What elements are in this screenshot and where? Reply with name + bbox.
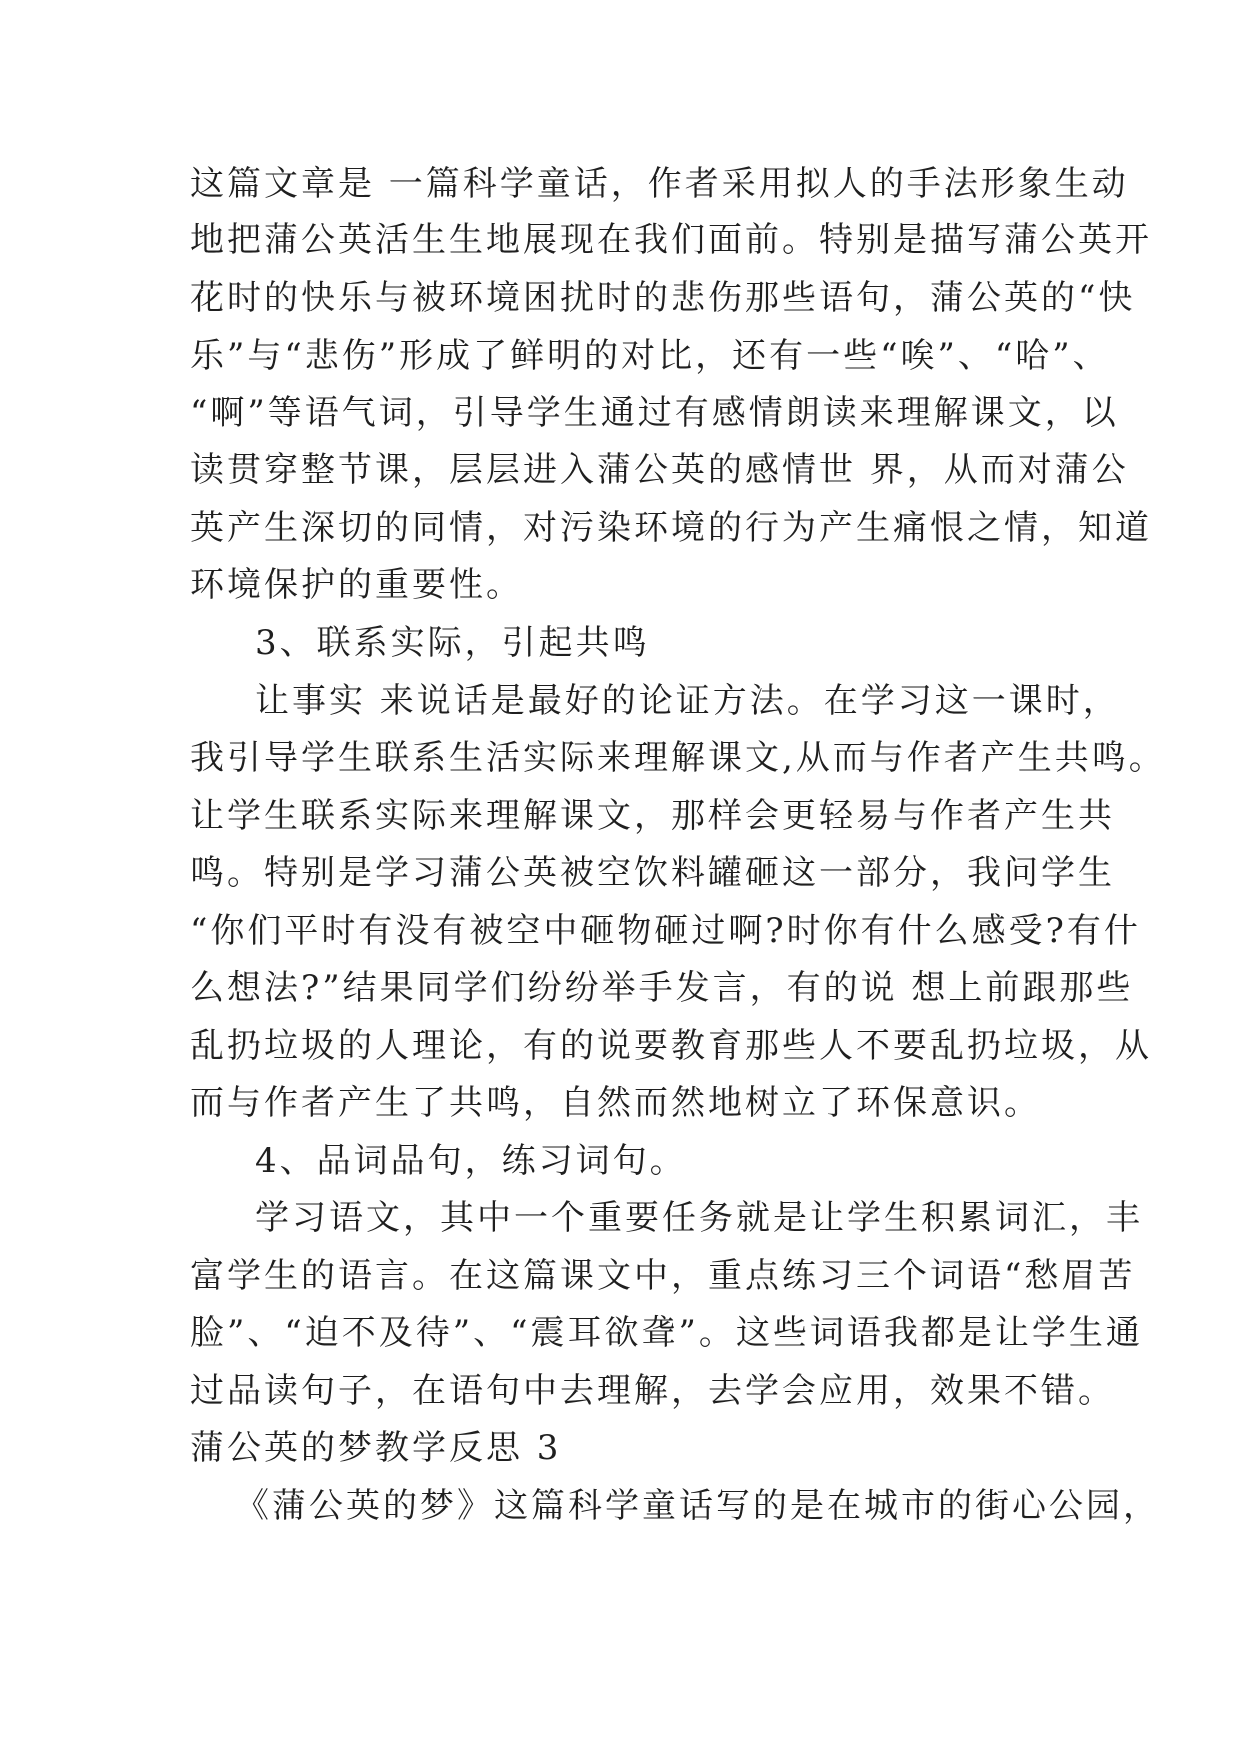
paragraph-line: 让学生联系实际来理解课文，那样会更轻易与作者产生共 bbox=[190, 796, 1115, 836]
paragraph-line: 乐”与“悲伤”形成了鲜明的对比，还有一些“唉”、“哈”、 bbox=[190, 336, 1110, 376]
paragraph-line: 而与作者产生了共鸣，自然而然地树立了环保意识。 bbox=[190, 1083, 1041, 1123]
paragraph-line: 读贯穿整节课，层层进入蒲公英的感情世 界，从而对蒲公 bbox=[190, 450, 1129, 490]
paragraph-line: 环境保护的重要性。 bbox=[190, 565, 523, 605]
article-title: 蒲公英的梦教学反思 3 bbox=[190, 1428, 562, 1468]
paragraph-line: 鸣。特别是学习蒲公英被空饮料罐砸这一部分，我问学生 bbox=[190, 853, 1115, 893]
paragraph-line: 英产生深切的同情，对污染环境的行为产生痛恨之情，知道 bbox=[190, 508, 1152, 548]
paragraph-line: 花时的快乐与被环境困扰时的悲伤那些语句，蒲公英的“快 bbox=[190, 278, 1136, 318]
paragraph-line: 地把蒲公英活生生地展现在我们面前。特别是描写蒲公英开 bbox=[190, 220, 1152, 260]
paragraph-line: 让事实 来说话是最好的论证方法。在学习这一课时， bbox=[255, 681, 1120, 721]
paragraph-line: 过品读句子，在语句中去理解，去学会应用，效果不错。 bbox=[190, 1371, 1115, 1411]
section-heading: 4、品词品句，练习词句。 bbox=[255, 1141, 687, 1181]
paragraph-line: 脸”、“迫不及待”、“震耳欲聋”。这些词语我都是让学生通 bbox=[190, 1313, 1143, 1353]
section-heading: 3、联系实际，引起共鸣 bbox=[255, 623, 650, 663]
paragraph-line: “你们平时有没有被空中砸物砸过啊?时你有什么感受?有什 bbox=[190, 911, 1141, 951]
paragraph-line: 这篇文章是 一篇科学童话，作者采用拟人的手法形象生动 bbox=[190, 164, 1129, 204]
paragraph-line: 我引导学生联系生活实际来理解课文,从而与作者产生共鸣。 bbox=[190, 738, 1166, 778]
paragraph-line: 学习语文，其中一个重要任务就是让学生积累词汇，丰 bbox=[255, 1198, 1143, 1238]
paragraph-line: 富学生的语言。在这篇课文中，重点练习三个词语“愁眉苦 bbox=[190, 1256, 1136, 1296]
paragraph-line: 《蒲公英的梦》这篇科学童话写的是在城市的街心公园， bbox=[235, 1486, 1160, 1526]
paragraph-line: 么想法?”结果同学们纷纷举手发言，有的说 想上前跟那些 bbox=[190, 968, 1134, 1008]
paragraph-line: 乱扔垃圾的人理论，有的说要教育那些人不要乱扔垃圾，从 bbox=[190, 1026, 1152, 1066]
paragraph-line: “啊”等语气词，引导学生通过有感情朗读来理解课文，以 bbox=[190, 393, 1119, 433]
